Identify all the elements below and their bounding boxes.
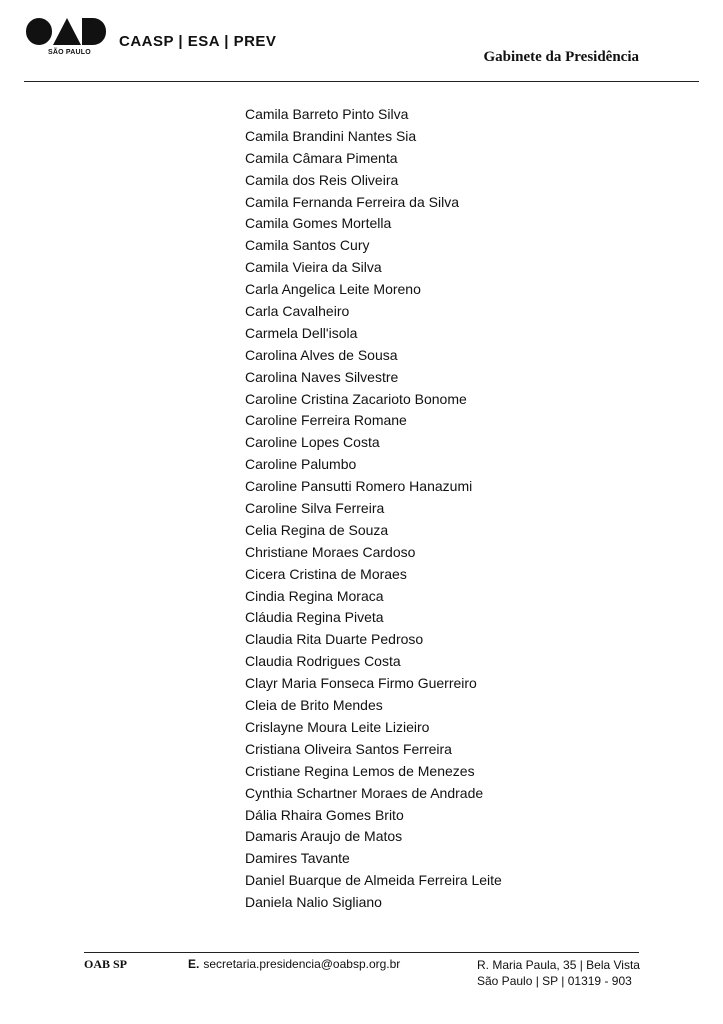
name-item: Celia Regina de Souza — [245, 521, 389, 538]
name-item: Camila Câmara Pimenta — [245, 149, 398, 166]
name-item: Camila Barreto Pinto Silva — [245, 106, 409, 122]
name-item: Caroline Palumbo — [245, 456, 357, 473]
name-item: Caroline Lopes Costa — [245, 434, 380, 451]
name-item: Carmela Dell'isola — [245, 324, 358, 341]
name-item: Cicera Cristina de Moraes — [245, 565, 407, 582]
address-line-1: R. Maria Paula, 35 | Bela Vista — [477, 958, 640, 972]
name-item: Cristiane Regina Lemos de Menezes — [245, 762, 475, 779]
name-item: Carla Cavalheiro — [245, 303, 350, 320]
footer-divider — [84, 952, 639, 953]
name-item: Damires Tavante — [245, 850, 350, 867]
logo-letter-a — [53, 18, 81, 45]
name-item: Caroline Pansutti Romero Hanazumi — [245, 478, 473, 495]
email-address: secretaria.presidencia@oabsp.org.br — [203, 957, 401, 971]
name-item: Clayr Maria Fonseca Firmo Guerreiro — [245, 675, 477, 692]
name-item: Caroline Silva Ferreira — [245, 500, 385, 517]
office-title: Gabinete da Presidência — [483, 49, 639, 65]
name-item: Crislayne Moura Leite Lizieiro — [245, 718, 430, 735]
name-item: Camila Santos Cury — [245, 237, 370, 254]
name-item: Christiane Moraes Cardoso — [245, 543, 416, 560]
footer-address — [477, 957, 640, 989]
address-line-2: São Paulo | SP | 01319 - 903 — [477, 974, 632, 988]
name-item: Cynthia Schartner Moraes de Andrade — [245, 784, 484, 801]
logo-letter-b — [82, 18, 106, 45]
name-item: Carolina Alves de Sousa — [245, 346, 398, 363]
footer-org: OAB SP — [84, 957, 128, 971]
name-item: Cindia Regina Moraca — [245, 587, 384, 604]
name-item: Cláudia Regina Piveta — [245, 609, 384, 626]
name-item: Claudia Rita Duarte Pedroso — [245, 631, 424, 648]
name-item: Dália Rhaira Gomes Brito — [245, 806, 404, 823]
name-item: Caroline Ferreira Romane — [245, 412, 407, 429]
footer-email — [188, 957, 400, 971]
name-item: Claudia Rodrigues Costa — [245, 653, 401, 670]
names-list — [245, 104, 502, 914]
name-item: Camila Vieira da Silva — [245, 259, 382, 276]
name-item: Cleia de Brito Mendes — [245, 697, 383, 714]
oab-logo-mark — [26, 18, 106, 45]
name-item: Caroline Cristina Zacarioto Bonome — [245, 390, 467, 407]
name-item: Camila Gomes Mortella — [245, 215, 392, 232]
name-item: Daniela Nalio Sigliano — [245, 894, 382, 911]
partner-entities: CAASP | ESA | PREV — [119, 33, 277, 50]
name-item: Daniel Buarque de Almeida Ferreira Leite — [245, 872, 502, 889]
name-item: Damaris Araujo de Matos — [245, 828, 403, 845]
logo-subtitle: SÃO PAULO — [48, 49, 91, 56]
oab-logo — [26, 18, 106, 70]
logo-letter-o — [26, 18, 52, 45]
email-label: E. — [188, 957, 200, 971]
name-item: Camila Fernanda Ferreira da Silva — [245, 193, 459, 210]
name-item: Carolina Naves Silvestre — [245, 368, 399, 385]
name-item: Carla Angelica Leite Moreno — [245, 281, 421, 298]
name-item: Camila dos Reis Oliveira — [245, 171, 399, 188]
header-divider — [24, 81, 699, 82]
name-item: Camila Brandini Nantes Sia — [245, 127, 417, 144]
name-item: Cristiana Oliveira Santos Ferreira — [245, 740, 452, 757]
